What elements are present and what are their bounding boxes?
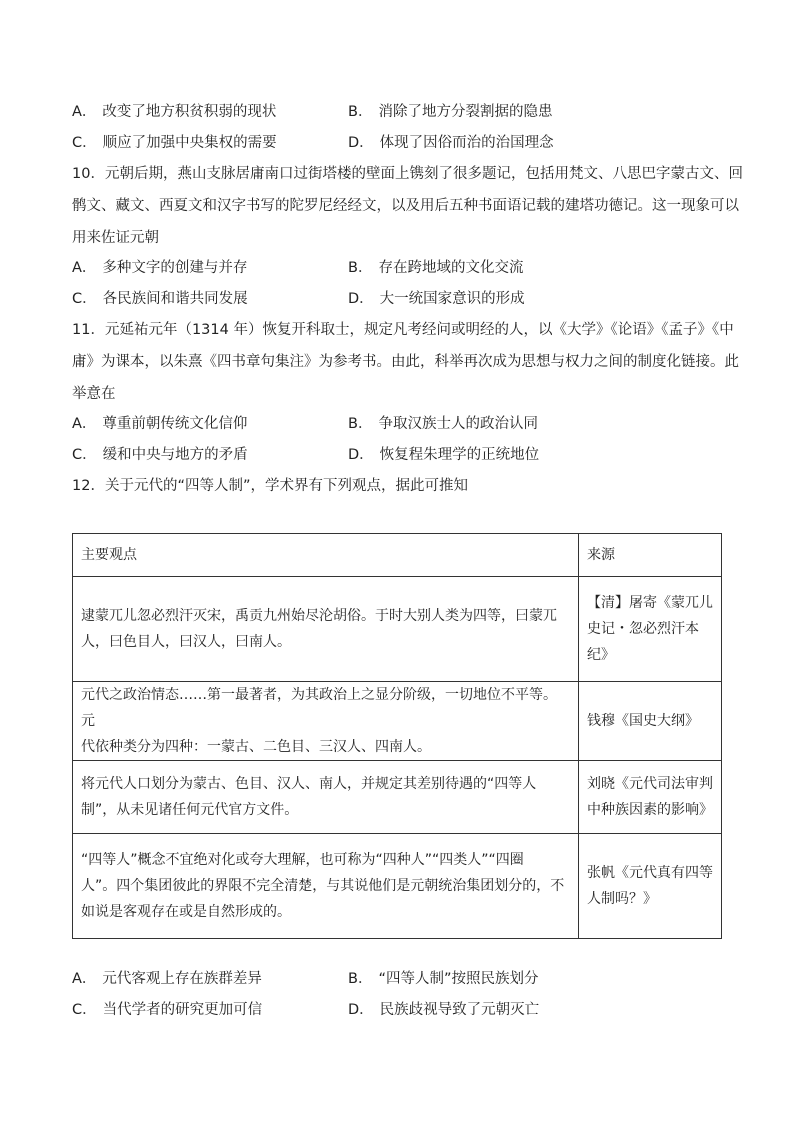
view-cell: 将元代人口划分为蒙古、色目、汉人、南人，并规定其差别待遇的“四等人 制”，从未见诸任何元代官方文件。 bbox=[73, 761, 579, 834]
q9-option-d[interactable]: D． 体现了因俗而治的治国理念 bbox=[348, 135, 554, 151]
q12-option-d[interactable]: D． 民族歧视导致了元朝灭亡 bbox=[348, 1002, 540, 1018]
q12-views-table bbox=[72, 533, 722, 939]
q10-stem-line-2: 鹘文、藏文、西夏文和汉字书写的陀罗尼经经文，以及用后五种书面语记载的建塔功德记。这一现象可以 bbox=[72, 198, 739, 214]
q10-option-a[interactable]: A． 多种文字的创建与并存 bbox=[72, 260, 248, 276]
q11-option-d[interactable]: D． 恢复程朱理学的正统地位 bbox=[348, 447, 540, 463]
q10-options-row-2 bbox=[72, 289, 722, 309]
q9-option-c[interactable]: C． 顺应了加强中央集权的需要 bbox=[72, 135, 277, 151]
source-cell: 刘晓《元代司法审判 中种族因素的影响》 bbox=[579, 761, 722, 834]
q12-option-c[interactable]: C． 当代学者的研究更加可信 bbox=[72, 1002, 263, 1018]
q11-option-c[interactable]: C． 缓和中央与地方的矛盾 bbox=[72, 447, 248, 463]
table-row bbox=[73, 577, 722, 682]
q12-option-a[interactable]: A． 元代客观上存在族群差异 bbox=[72, 971, 262, 987]
q10-options-row-1 bbox=[72, 258, 722, 278]
q12-stem: 12．关于元代的“四等人制”，学术界有下列观点，据此可推知 bbox=[72, 478, 468, 494]
q10-option-d[interactable]: D． 大一统国家意识的形成 bbox=[348, 291, 525, 307]
q10-option-b[interactable]: B． 存在跨地域的文化交流 bbox=[348, 260, 524, 276]
view-cell: 元代之政治情态……第一最著者，为其政治上之显分阶级，一切地位不平等。元 代依种类分为四种：一蒙古、二色目、三汉人、四南人。 bbox=[73, 682, 579, 761]
table-header-row bbox=[73, 534, 722, 577]
q11-options-row-2 bbox=[72, 445, 722, 465]
q10-option-c[interactable]: C． 各民族间和谐共同发展 bbox=[72, 291, 248, 307]
q11-stem-line-1: 11．元延祐元年（1314 年）恢复开科取士，规定凡考经问或明经的人，以《大学》《论语》《孟子》《中 bbox=[72, 322, 734, 338]
header-source: 来源 bbox=[579, 534, 722, 577]
q10-stem-line-3: 用来佐证元朝 bbox=[72, 230, 159, 246]
q9-options-row-2 bbox=[72, 133, 722, 153]
q9-option-a[interactable]: A． 改变了地方积贫积弱的现状 bbox=[72, 104, 277, 120]
table-row bbox=[73, 761, 722, 834]
q11-option-b[interactable]: B． 争取汉族士人的政治认同 bbox=[348, 416, 538, 432]
q10-stem-line-1: 10．元朝后期，燕山支脉居庸南口过街塔楼的壁面上镌刻了很多题记，包括用梵文、八思巴字蒙古文、回 bbox=[72, 166, 743, 182]
q12-option-b[interactable]: B． “四等人制”按照民族划分 bbox=[348, 971, 539, 987]
q12-options-row-2 bbox=[72, 1000, 722, 1020]
q11-option-a[interactable]: A． 尊重前朝传统文化信仰 bbox=[72, 416, 248, 432]
view-cell: 逮蒙兀儿忽必烈汗灭宋，禹贡九州始尽沦胡俗。于时大别人类为四等，曰蒙兀 人，曰色目人，曰汉人，曰南人。 bbox=[73, 577, 579, 682]
q9-option-b[interactable]: B． 消除了地方分裂割据的隐患 bbox=[348, 104, 553, 120]
q9-options-row-1 bbox=[72, 102, 722, 122]
source-cell: 钱穆《国史大纲》 bbox=[579, 682, 722, 761]
source-cell: 张帆《元代真有四等 人制吗？》 bbox=[579, 834, 722, 939]
q11-stem-line-3: 举意在 bbox=[72, 386, 116, 402]
q11-options-row-1 bbox=[72, 414, 722, 434]
q12-options-row-1 bbox=[72, 969, 722, 989]
view-cell: “四等人”概念不宜绝对化或夸大理解，也可称为“四种人”“四类人”“四圈 人”。四个集团彼此的界限不完全清楚，与其说他们是元朝统治集团划分的，不 如说是客观存在或是自然形成的。 bbox=[73, 834, 579, 939]
table-row bbox=[73, 682, 722, 761]
q11-stem-line-2: 庸》为课本，以朱熹《四书章句集注》为参考书。由此，科举再次成为思想与权力之间的制度化链接。此 bbox=[72, 354, 739, 370]
source-cell: 【清】屠寄《蒙兀儿 史记・忽必烈汗本 纪》 bbox=[579, 577, 722, 682]
table-row bbox=[73, 834, 722, 939]
header-main-view: 主要观点 bbox=[73, 534, 579, 577]
